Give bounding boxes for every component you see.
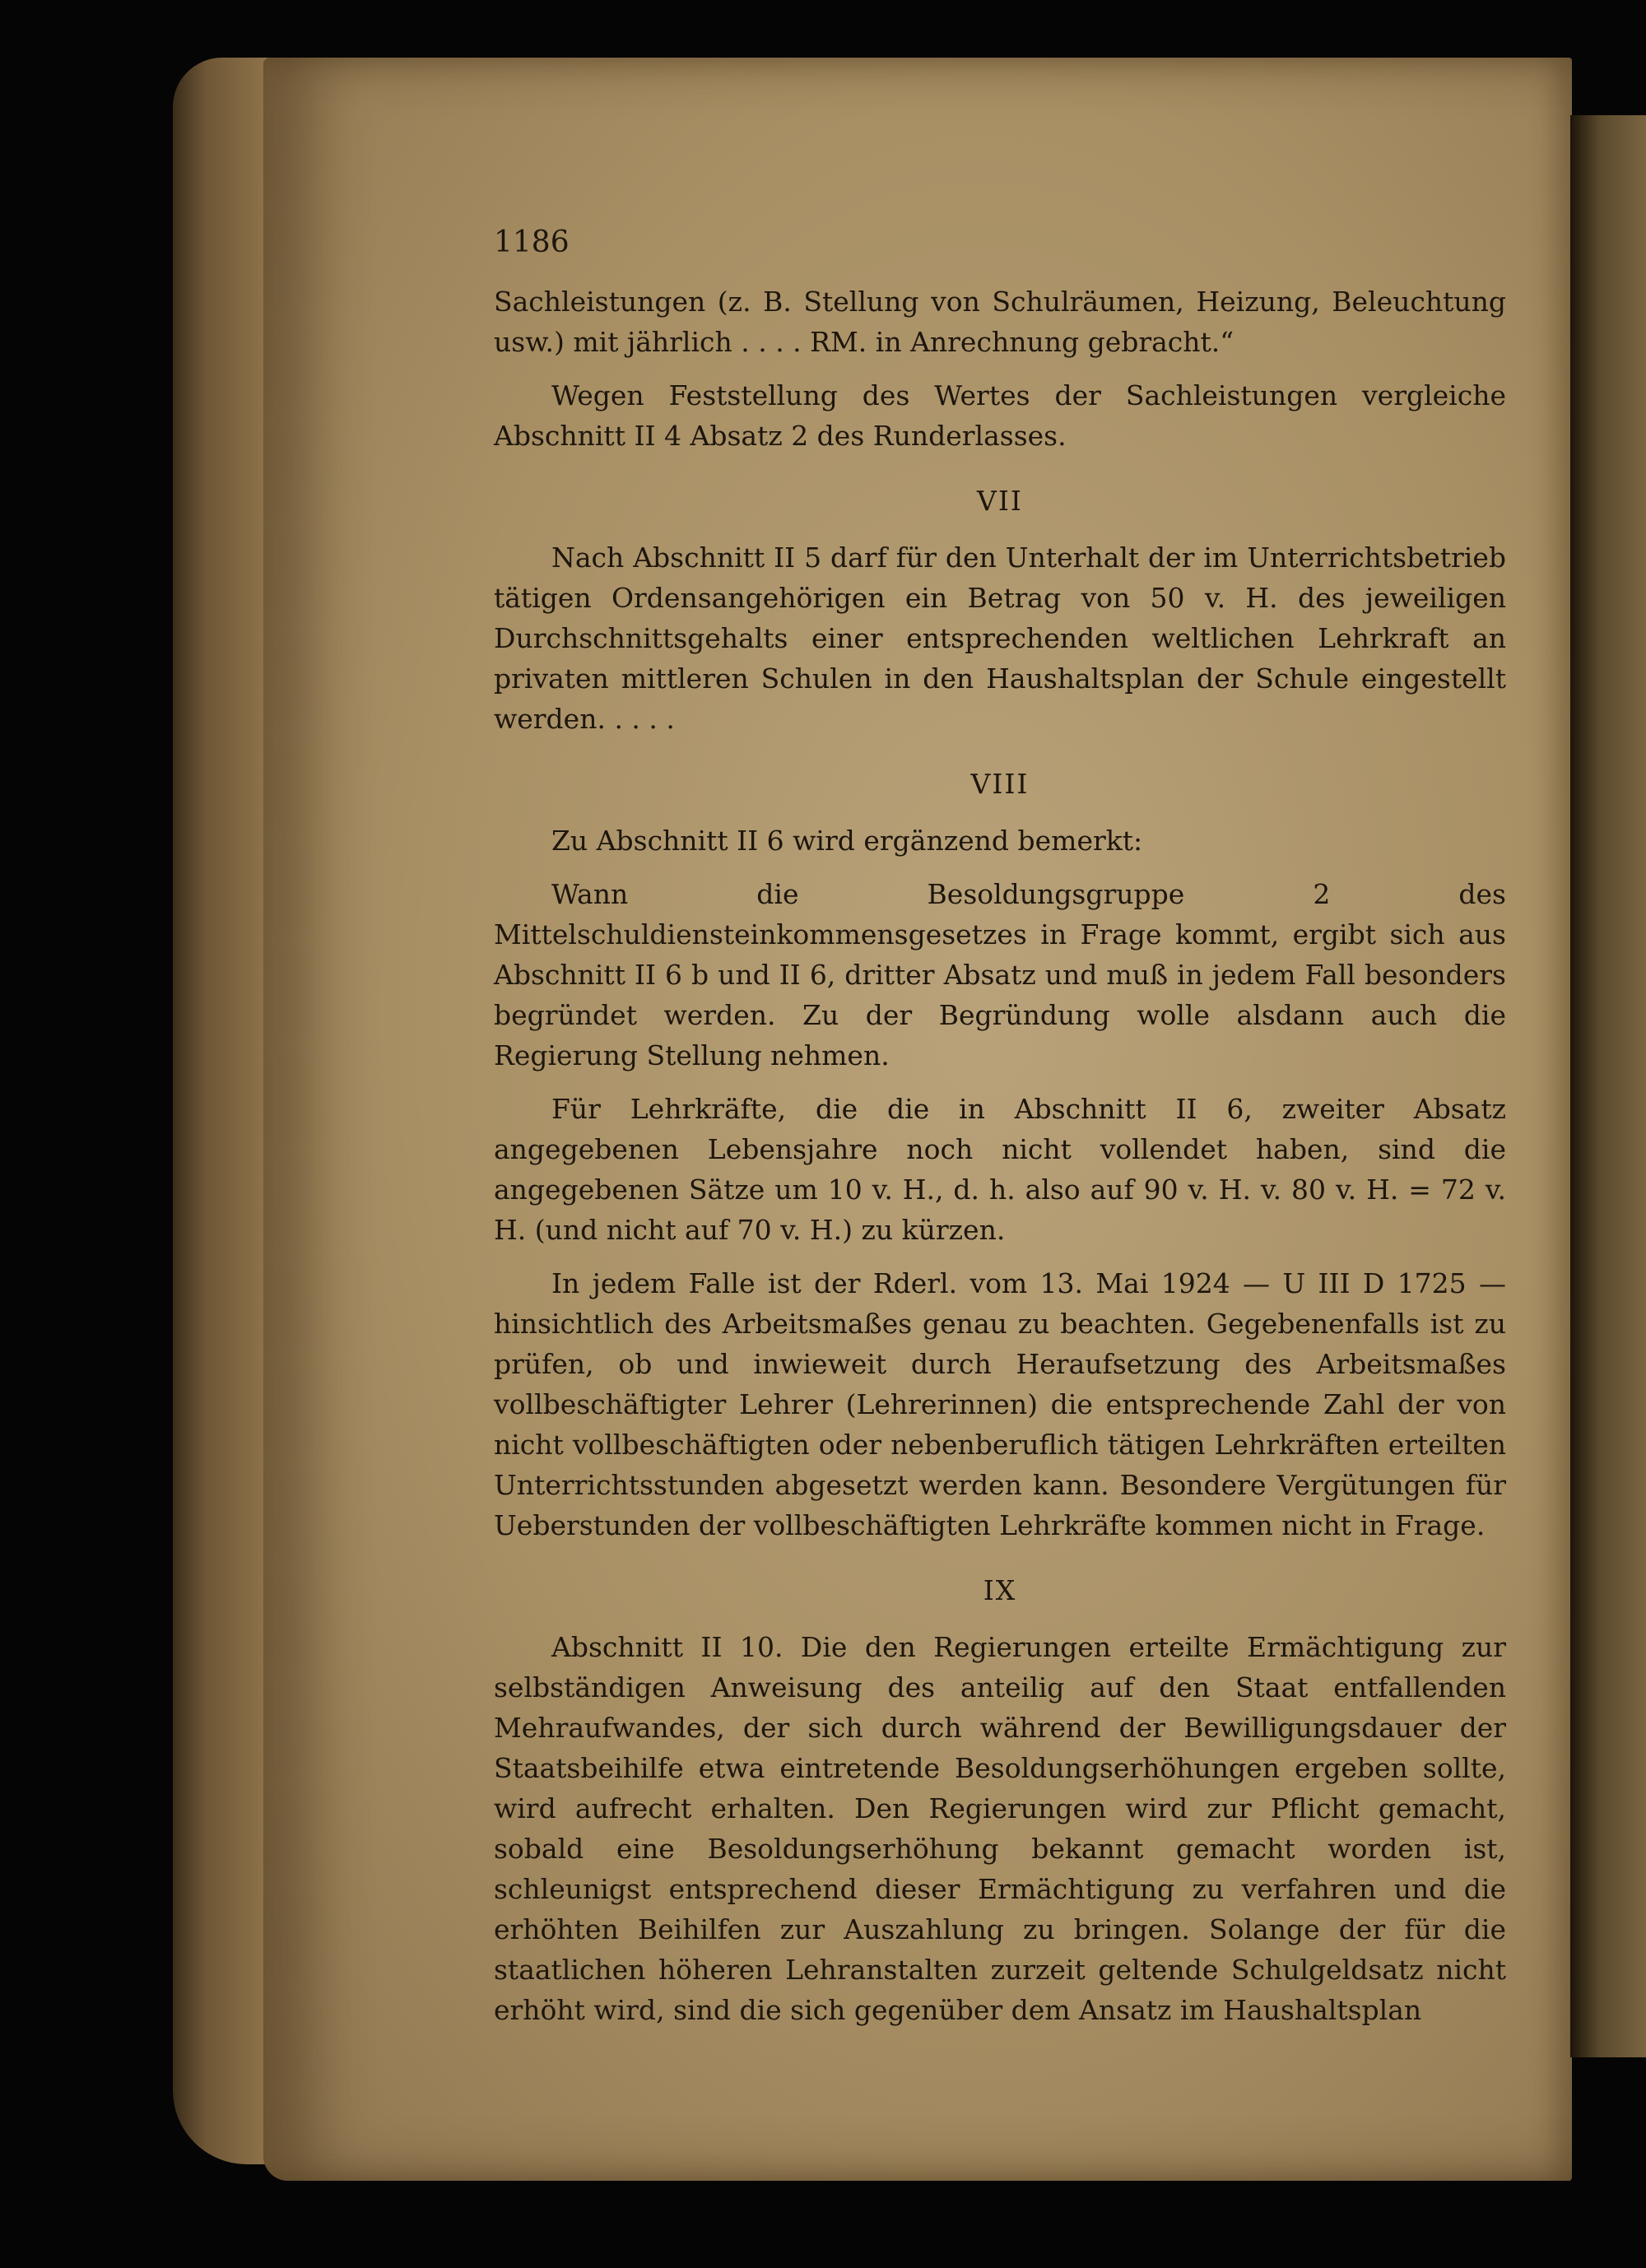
page-text [494, 222, 1506, 2043]
section-heading-viii: VIII [970, 768, 1030, 800]
section-viii-paragraph-2: Wann die Besoldungsgruppe 2 des Mittelschuldiensteinkommensgesetzes in Frage kommt, ergibt sich aus Abschnitt II 6 b und II 6, dritter Absatz und muß in jedem Fall besonders begründet werden. Zu der Begründung wolle alsdann auch die Regierung Stellung nehmen. [494, 878, 1506, 1071]
section-viii-paragraph-3: Für Lehrkräfte, die die in Abschnitt II 6, zweiter Absatz angegebenen Lebensjahre noch nicht vollendet haben, sind die angegebenen Sätze um 10 v. H., d. h. also auf 90 v. H. v. 80 v. H. = 72 v. H. (und nicht auf 70 v. H.) zu kürzen. [494, 1093, 1506, 1246]
section-heading-vii: VII [977, 485, 1023, 517]
intro-paragraph-2: Wegen Feststellung des Wertes der Sachleistungen vergleiche Abschnitt II 4 Absatz 2 des Runderlasses. [494, 379, 1506, 452]
section-viii-paragraph-4: In jedem Falle ist der Rderl. vom 13. Mai 1924 — U III D 1725 — hinsichtlich des Arbeitsmaßes genau zu beachten. Gegebenenfalls ist zu prüfen, ob und inwieweit durch Heraufsetzung des Arbeitsmaßes vollbeschäftigter Lehrer (Lehrerinnen) die entsprechende Zahl der von nicht vollbeschäftigten oder nebenberuflich tätigen Lehrkräften erteilten Unterrichtsstunden abgesetzt werden kann. Besondere Vergütungen für Ueberstunden der vollbeschäftigten Lehrkräfte kommen nicht in Frage. [494, 1267, 1506, 1541]
section-viii-paragraph-1: Zu Abschnitt II 6 wird ergänzend bemerkt: [551, 825, 1143, 857]
section-vii-paragraph-1: Nach Abschnitt II 5 darf für den Unterhalt der im Unterrichtsbetrieb tätigen Ordensangehörigen ein Betrag von 50 v. H. des jeweiligen Durchschnittsgehalts einer entsprechenden weltlichen Lehrkraft an privaten mittleren Schulen in den Haushaltsplan der Schule eingestellt werden. . . . . [494, 541, 1506, 735]
section-ix-paragraph-1: Abschnitt II 10. Die den Regierungen erteilte Ermächtigung zur selbständigen Anweisung des anteilig auf den Staat entfallenden Mehraufwandes, der sich durch während der Bewilligungsdauer der Staatsbeihilfe etwa eintretende Besoldungserhöhungen ergeben sollte, wird aufrecht erhalten. Den Regierungen wird zur Pflicht gemacht, sobald eine Besoldungserhöhung bekannt gemacht worden ist, schleunigst entsprechend dieser Ermächtigung zu verfahren und die erhöhten Beihilfen zur Auszahlung zu bringen. Solange der für die staatlichen höheren Lehranstalten zurzeit geltende Schulgeldsatz nicht erhöht wird, sind die sich gegenüber dem Ansatz im Haushaltsplan [494, 1631, 1506, 2026]
intro-paragraph-1: Sachleistungen (z. B. Stellung von Schulräumen, Heizung, Beleuchtung usw.) mit jährlich . . . . RM. in Anrechnung gebracht.“ [494, 286, 1506, 358]
facing-page-edge [1570, 115, 1646, 2057]
section-heading-ix: IX [983, 1574, 1017, 1606]
page-number: 1186 [494, 225, 570, 259]
